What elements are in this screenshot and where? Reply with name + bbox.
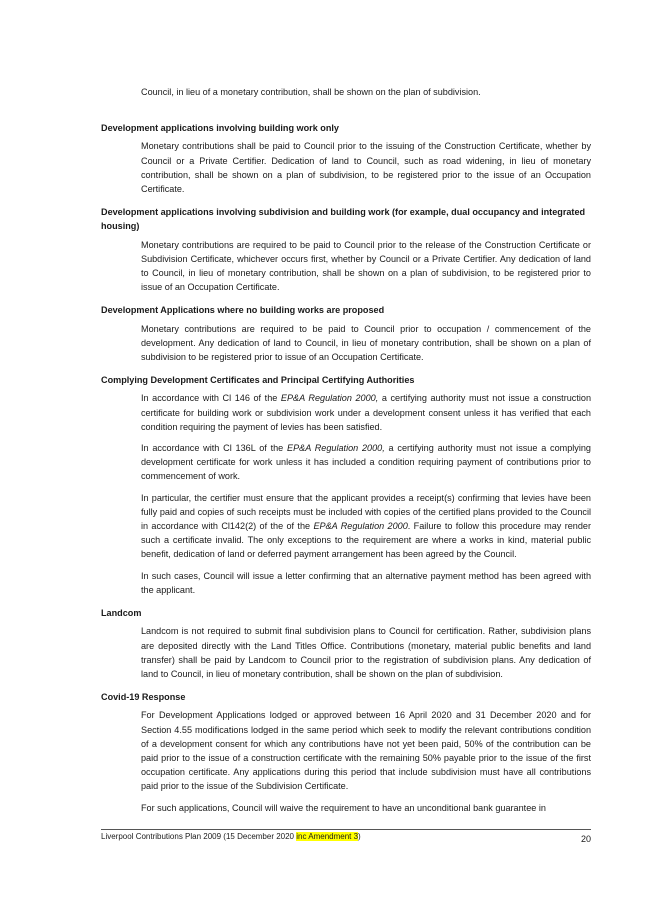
paragraph-text: . Failure to follow this procedure may render such a certificate invalid. The only exceptions to the requirement are where a works in kind, material public benefit, dedication of land or deferred payment arrangement has been agreed by the Council.	[141, 521, 591, 560]
section-heading: Covid-19 Response	[101, 692, 186, 703]
paragraph-text: In particular, the certifier must ensure that the applicant provides a receipt(s) confirming that levies have been fully paid and copies of such receipts must be included with copies of the certified plans provided to the Council in accordance with Cl142(2) of the of the	[141, 492, 591, 532]
section-paragraph	[101, 491, 591, 562]
paragraph-text: In accordance with Cl 136L of the	[141, 443, 288, 454]
section-heading: Development applications involving subdivision and building work (for example, dual occupancy and integrated housing)	[101, 207, 586, 232]
intro-paragraph: Council, in lieu of a monetary contribution, shall be shown on the plan of subdivision.	[141, 87, 481, 97]
regulation-name: EP&A Regulation 2000,	[287, 443, 385, 454]
section-paragraph: Monetary contributions shall be paid to Council prior to the issuing of the Construction Certificate, whether by Council or a Private Certifier. Dedication of land to Council, such as road widening, in lieu of monetary contribution, shall be shown on a plan of subdivision, to be registered prior to the issue of an Occupation Certificate.	[141, 141, 591, 195]
footer-amendment-highlight: inc Amendment 3	[296, 832, 359, 841]
paragraph-text: a certifying authority must not issue a complying development certificate for work unless it has included a condition requiring payment of contributions prior to commencement of work.	[141, 443, 591, 482]
section-heading: Development Applications where no building works are proposed	[101, 305, 385, 316]
footer-divider	[101, 829, 591, 830]
footer-title: Liverpool Contributions Plan 2009 (15 December 2020	[101, 832, 297, 841]
section-heading: Landcom	[101, 608, 142, 619]
section-paragraph	[101, 441, 591, 484]
section-paragraph: For such applications, Council will waive the requirement to have an unconditional bank guarantee in	[141, 802, 546, 813]
paragraph-text: a certifying authority must not issue a construction certificate for building work or subdivision work under a development consent unless it has verified that each condition requiring the payment of levies has been satisfied.	[141, 393, 591, 432]
section-paragraph: In such cases, Council will issue a letter confirming that an alternative payment method has been agreed with the applicant.	[141, 570, 591, 595]
document-body	[101, 85, 591, 822]
section-paragraph: Landcom is not required to submit final subdivision plans to Council for certification. Rather, subdivision plans are deposited directly with the Land Titles Office. Contributions (monetary, material public benefits and land transfer) shall be paid by Landcom to Council prior to the registration of subdivision plans. Any dedication of land to Council, in lieu of monetary contribution, shall be shown on the plan of subdivision.	[141, 626, 591, 679]
page-footer	[101, 831, 591, 843]
paragraph-text: In accordance with Cl 146 of the	[141, 393, 281, 404]
section-paragraph: Monetary contributions are required to be paid to Council prior to occupation / commencement of the development. Any dedication of land to Council, in lieu of monetary contribution, shall be shown on a plan of subdivision to be registered prior to issue of an Occupation Certificate.	[141, 323, 591, 363]
footer-title-end: )	[358, 832, 361, 841]
section-paragraph	[101, 391, 591, 434]
section-paragraph: Monetary contributions are required to be paid to Council prior to the release of the Construction Certificate or Subdivision Certificate, whichever occurs first, whether by Council or a Private Certifier. Any dedication of land to Council, in lieu of monetary contribution, shall be shown on a plan of subdivision, to be registered prior to issue of an Occupation Certificate.	[141, 239, 591, 293]
section-paragraph: For Development Applications lodged or approved between 16 April 2020 and 31 December 2020 and for Section 4.55 modifications lodged in the same period which seek to modify the relevant contributions condition of a development consent for which any contributions have not yet been paid, 50% of the contribution can be paid prior to the issue of a construction certificate with the remaining 50% payable prior to the issue of the first occupation certificate. Any applications during this period that include subdivision must have all contributions paid prior to the issue of the Subdivision Certificate.	[141, 710, 591, 792]
regulation-name: EP&A Regulation 2000	[313, 521, 408, 532]
section-heading: Development applications involving building work only	[101, 123, 339, 134]
regulation-name: EP&A Regulation 2000,	[280, 393, 379, 404]
page-number: 20	[580, 834, 591, 844]
section-heading: Complying Development Certificates and Principal Certifying Authorities	[101, 375, 415, 386]
